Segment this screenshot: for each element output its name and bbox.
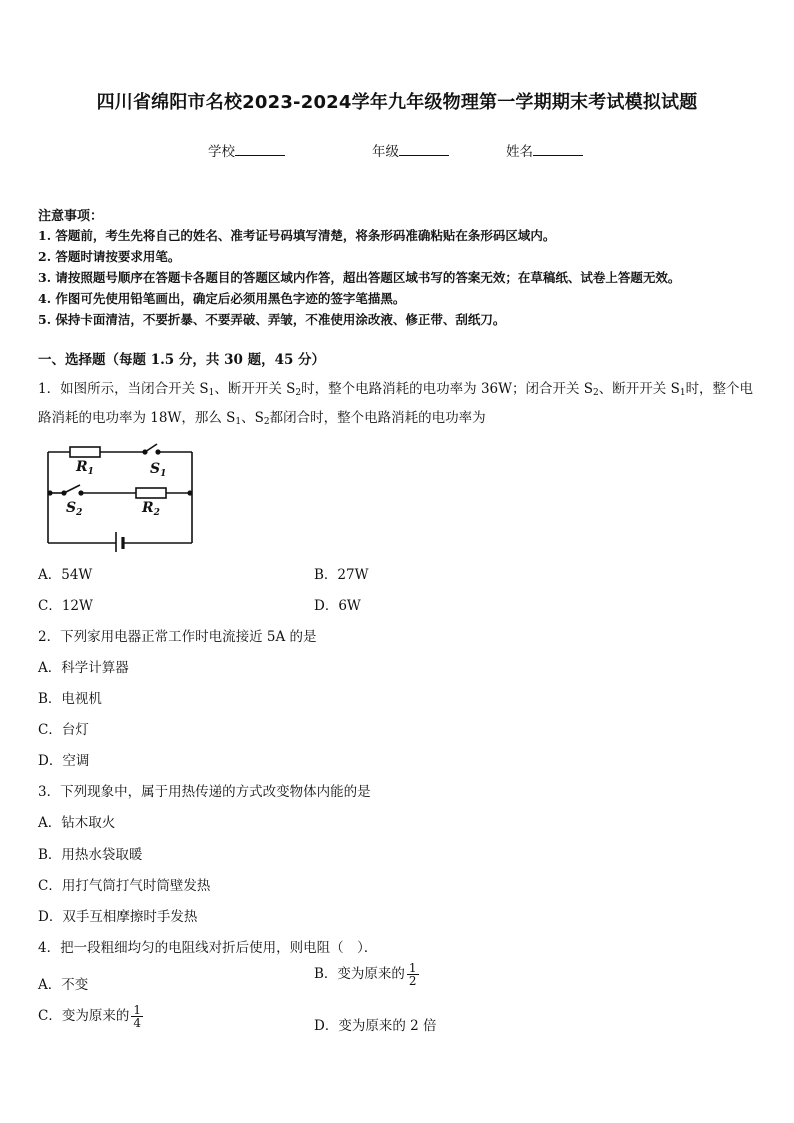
switch-s1-blade	[145, 444, 157, 452]
q1-stem-line1: 1．如图所示，当闭合开关 $S_1$、断开开关 $S_2$时，整个电路消耗的电功率为 36W；闭合开关 $S_2$、断开开关 $S_1$时，整个电	[38, 381, 754, 398]
label-s2: $S_2$	[66, 500, 83, 518]
q3-stem: 3．下列现象中，属于用热传递的方式改变物体内能的是	[38, 784, 371, 800]
q3-option-d[interactable]: D．双手互相摩擦时手发热	[38, 909, 198, 925]
switch-s2-blade	[64, 485, 80, 493]
notice-item: 1. 答题前，考生先将自己的姓名、准考证号码填写清楚，将条形码准确粘贴在条形码区域内。	[38, 228, 556, 243]
section-heading: 一、选择题（每题 1.5 分，共 30 题，45 分）	[38, 352, 326, 368]
q2-option-b[interactable]: B．电视机	[38, 691, 102, 707]
circuit-diagram	[44, 440, 204, 552]
label-s1: $S_1$	[150, 461, 167, 479]
q2-stem: 2．下列家用电器正常工作时电流接近 5A 的是	[38, 629, 317, 645]
name-field[interactable]: 姓名	[506, 140, 583, 160]
q2-option-c[interactable]: C．台灯	[38, 722, 89, 738]
fraction: $\frac{1}{4}$	[133, 1003, 141, 1030]
q3-option-c[interactable]: C．用打气筒打气时筒壁发热	[38, 878, 211, 894]
junction	[188, 491, 192, 495]
notice-item: 5. 保持卡面清洁，不要折暴、不要弄破、弄皱，不准使用涂改液、修正带、刮纸刀。	[38, 312, 506, 327]
notice-heading: 注意事项：	[38, 209, 104, 224]
q2-option-a[interactable]: A．科学计算器	[38, 660, 129, 676]
q3-option-b[interactable]: B．用热水袋取暖	[38, 847, 143, 863]
q4-stem: 4．把一段粗细均匀的电阻线对折后使用，则电阻（ ）．	[38, 940, 378, 956]
school-field[interactable]: 学校	[208, 140, 285, 160]
q1-option-a[interactable]: A．54W	[38, 567, 93, 583]
notice-item: 4. 作图可先使用铅笔画出，确定后必须用黑色字迹的签字笔描黑。	[38, 291, 406, 306]
notice-item: 2. 答题时请按要求用笔。	[38, 249, 181, 264]
label-r2: $R_2$	[142, 500, 160, 518]
q2-option-d[interactable]: D．空调	[38, 753, 90, 769]
resistor-r2	[136, 488, 166, 498]
resistor-r1	[70, 447, 100, 457]
q3-option-a[interactable]: A．钻木取火	[38, 815, 116, 831]
q1-option-c[interactable]: C．12W	[38, 598, 93, 614]
q1-option-b[interactable]: B．27W	[314, 567, 369, 583]
fraction: $\frac{1}{2}$	[408, 961, 417, 988]
label-r1: $R_1$	[76, 459, 94, 477]
q4-option-c[interactable]: C．变为原来的 $\frac{1}{4}$	[38, 1003, 141, 1030]
q1-stem-line2: 路消耗的电功率为 18W，那么 $S_1$、$S_2$都闭合时，整个电路消耗的电功率为	[38, 410, 486, 427]
q1-option-d[interactable]: D．6W	[314, 598, 361, 614]
q4-option-b[interactable]: B．变为原来的 $\frac{1}{2}$	[314, 961, 417, 988]
q4-option-d[interactable]: D．变为原来的 2 倍	[314, 1018, 437, 1034]
exam-title: 四川省绵阳市名校2023-2024学年九年级物理第一学期期末考试模拟试题	[96, 92, 698, 113]
q4-option-a[interactable]: A．不变	[38, 977, 89, 993]
grade-field[interactable]: 年级	[372, 140, 449, 160]
notice-item: 3. 请按照题号顺序在答题卡各题目的答题区域内作答，超出答题区域书写的答案无效；在草稿纸、试卷上答题无效。	[38, 270, 681, 285]
